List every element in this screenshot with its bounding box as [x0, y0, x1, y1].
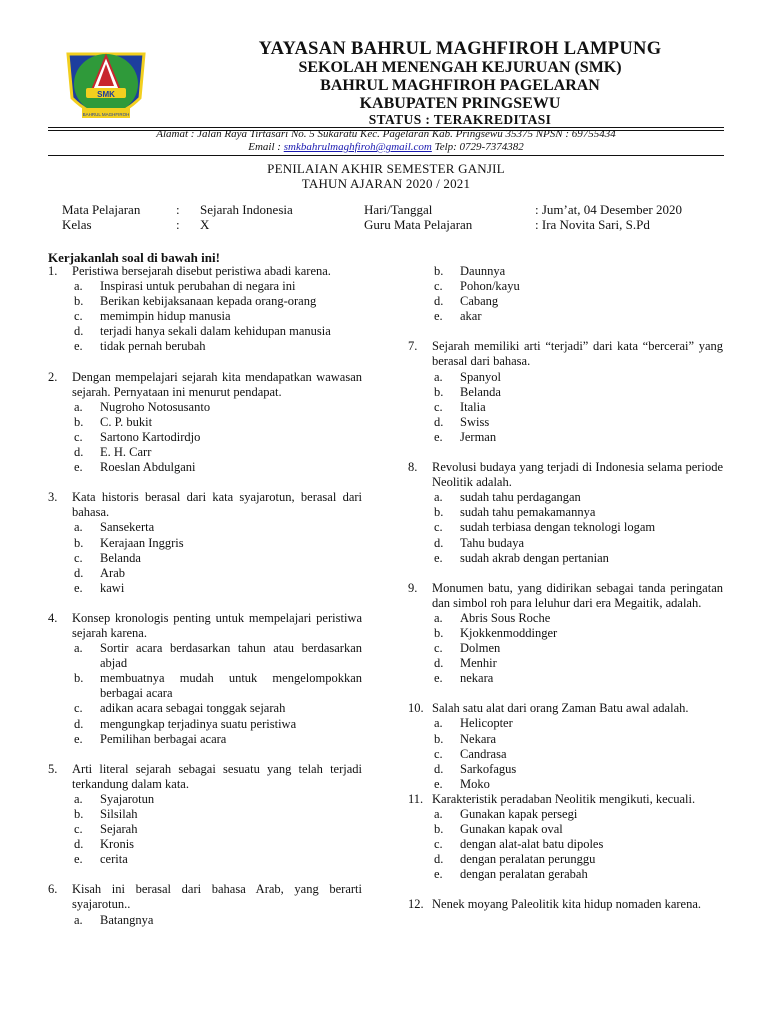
answer-option — [408, 762, 723, 777]
question — [48, 882, 362, 927]
foundation-name: YAYASAN BAHRUL MAGHFIROH LAMPUNG — [258, 39, 662, 59]
class-colon: : — [176, 217, 180, 232]
option-letter: e. — [434, 867, 443, 882]
answer-option — [48, 566, 362, 581]
option-text: Inspirasi untuk perubahan di negara ini — [100, 279, 296, 294]
question-text: Monumen batu, yang didirikan sebagai tanda peringatan dan simbol roh para leluhur dari era Megaitik, adalah. — [432, 580, 723, 610]
answer-options — [48, 641, 362, 747]
answer-option — [408, 747, 723, 762]
answer-option — [48, 324, 362, 339]
phone: Telp: 0729-7374382 — [431, 141, 524, 153]
option-letter: a. — [434, 807, 443, 821]
option-letter: e. — [74, 852, 83, 867]
option-text: Kerajaan Inggris — [100, 535, 184, 550]
option-text: Gunakan kapak oval — [460, 822, 563, 837]
day-label: Hari/Tanggal — [364, 202, 433, 217]
option-letter: c. — [434, 279, 443, 294]
answer-option — [48, 445, 362, 460]
teacher-label: Guru Mata Pelajaran — [364, 217, 473, 232]
subject-value: Sejarah Indonesia — [200, 202, 293, 217]
subject-label: Mata Pelajaran — [62, 202, 141, 217]
option-text: Berikan kebijaksanaan kepada orang-orang — [100, 294, 317, 309]
option-letter: e. — [74, 460, 83, 475]
answer-options — [48, 279, 362, 354]
question-text: Kata historis berasal dari kata syajarotun, berasal dari bahasa. — [72, 490, 362, 520]
answer-option — [48, 792, 362, 807]
option-text: memimpin hidup manusia — [100, 309, 231, 324]
option-text: Syajarotun — [100, 791, 155, 806]
option-letter: a. — [434, 610, 443, 625]
question-stem — [408, 897, 723, 912]
school-address: Alamat : Jalan Raya Tirtasari No. 5 Sukaratu Kec. Pagelaran Kab. Pringsewu 35375 NPSN : 69755434 — [156, 128, 616, 140]
option-letter: b. — [434, 625, 444, 640]
option-letter: e. — [74, 580, 83, 595]
option-text: sudah tahu perdagangan — [460, 490, 581, 505]
option-text: mengungkap terjadinya suatu peristiwa — [100, 716, 297, 731]
answer-option — [408, 279, 723, 294]
answer-options — [408, 716, 723, 791]
logo-text: SMK — [97, 90, 115, 99]
option-text: Dolmen — [460, 641, 501, 656]
question-stem — [48, 370, 362, 400]
question-number: 7. — [408, 339, 418, 354]
option-text: Gunakan kapak persegi — [460, 807, 578, 821]
logo-caption: BAHRUL MAGHFIROH — [82, 112, 130, 117]
option-letter: d. — [434, 656, 444, 671]
option-letter: e. — [434, 671, 443, 686]
answer-option — [48, 294, 362, 309]
answer-option — [408, 490, 723, 505]
option-text: Daunnya — [460, 264, 506, 278]
option-text: Swiss — [460, 414, 490, 429]
question-number: 3. — [48, 490, 58, 505]
answer-option — [408, 294, 723, 309]
option-text: Sarkofagus — [460, 761, 517, 776]
option-letter: c. — [74, 701, 83, 716]
question — [48, 370, 362, 476]
question — [408, 897, 723, 912]
option-letter: c. — [74, 429, 83, 444]
option-letter: a. — [74, 641, 83, 656]
exam-title: PENILAIAN AKHIR SEMESTER GANJIL — [267, 161, 505, 176]
answer-option — [408, 641, 723, 656]
option-letter: a. — [434, 716, 443, 731]
question — [408, 460, 723, 566]
answer-option — [48, 400, 362, 415]
question — [48, 490, 362, 596]
option-letter: b. — [434, 264, 444, 278]
subject-colon: : — [176, 202, 180, 217]
question-number: 12. — [408, 897, 424, 912]
option-letter: a. — [434, 490, 443, 505]
option-letter: b. — [434, 822, 444, 837]
answer-option — [408, 867, 723, 882]
option-letter: b. — [74, 807, 84, 821]
option-letter: d. — [74, 324, 84, 339]
answer-option — [48, 852, 362, 867]
option-text: Sejarah — [100, 822, 138, 837]
option-letter: c. — [434, 520, 443, 535]
option-letter: b. — [434, 384, 444, 399]
question-stem — [408, 581, 723, 611]
option-text: Menhir — [460, 656, 497, 671]
question-text: Peristiwa bersejarah disebut peristiwa abadi karena. — [72, 264, 331, 278]
answer-options — [48, 792, 362, 867]
answer-option — [408, 370, 723, 385]
option-text: Belanda — [460, 384, 501, 399]
option-text: Spanyol — [460, 369, 501, 384]
school-logo — [60, 46, 152, 124]
option-text: dengan alat-alat batu dipoles — [460, 837, 604, 852]
option-letter: d. — [74, 716, 84, 731]
option-letter: b. — [74, 671, 84, 686]
question-stem — [48, 490, 362, 520]
question-stem — [408, 460, 723, 490]
option-text: Tahu budaya — [460, 535, 525, 550]
option-letter: a. — [434, 369, 443, 384]
option-text: Roeslan Abdulgani — [100, 460, 196, 475]
option-text: cerita — [100, 852, 128, 867]
question — [408, 581, 723, 687]
answer-options — [408, 490, 723, 565]
option-text: sudah akrab dengan pertanian — [460, 550, 609, 565]
question-number: 5. — [48, 761, 58, 776]
option-letter: b. — [74, 414, 84, 429]
option-text: Nekara — [460, 731, 497, 746]
option-letter: e. — [434, 776, 443, 791]
question — [408, 701, 723, 792]
question-number: 1. — [48, 264, 58, 278]
option-letter: b. — [434, 505, 444, 520]
option-text: Moko — [460, 776, 490, 791]
option-letter: c. — [434, 399, 443, 414]
answer-option — [48, 536, 362, 551]
answer-option — [48, 822, 362, 837]
answer-option — [48, 309, 362, 324]
answer-option — [48, 837, 362, 852]
option-letter: b. — [74, 294, 84, 309]
answer-option — [408, 822, 723, 837]
answer-option — [408, 611, 723, 626]
question-stem — [408, 339, 723, 369]
answer-option — [408, 837, 723, 852]
question-text: Salah satu alat dari orang Zaman Batu awal adalah. — [432, 701, 689, 716]
option-text: Kronis — [100, 837, 135, 852]
question-text: Dengan mempelajari sejarah kita mendapatkan wawasan sejarah. Pernyataan ini menurut pendapat. — [72, 369, 362, 399]
option-text: Cabang — [460, 294, 499, 309]
question-number: 9. — [408, 580, 418, 595]
option-letter: c. — [434, 641, 443, 656]
school-contact — [48, 141, 724, 153]
questions-left-column — [48, 264, 362, 928]
option-letter: b. — [74, 535, 84, 550]
school-name: BAHRUL MAGHFIROH PAGELARAN — [320, 77, 600, 94]
teacher-value: : Ira Novita Sari, S.Pd — [535, 217, 650, 232]
option-letter: d. — [434, 852, 444, 867]
option-letter: a. — [74, 520, 83, 535]
answer-option — [48, 581, 362, 596]
answer-option — [408, 626, 723, 641]
option-text: kawi — [100, 580, 125, 595]
option-letter: d. — [74, 565, 84, 580]
option-letter: d. — [434, 535, 444, 550]
option-letter: e. — [74, 339, 83, 354]
question — [48, 611, 362, 747]
option-letter: e. — [434, 309, 443, 324]
question — [408, 792, 723, 883]
option-text: Pohon/kayu — [460, 279, 520, 294]
answer-option — [48, 641, 362, 671]
option-text: Silsilah — [100, 807, 138, 821]
question-text: Arti literal sejarah sebagai sesuatu yang telah terjadi terkandung dalam kata. — [72, 761, 362, 791]
option-text: dengan peralatan gerabah — [460, 867, 588, 882]
option-letter: d. — [434, 414, 444, 429]
email-link[interactable]: smkbahrulmaghfiroh@gmail.com — [283, 141, 432, 153]
question-stem — [408, 701, 723, 716]
answer-option — [408, 536, 723, 551]
answer-option — [408, 520, 723, 535]
answer-option — [48, 339, 362, 354]
option-text: Batangnya — [100, 912, 154, 927]
question-number: 8. — [408, 460, 418, 475]
option-letter: b. — [434, 731, 444, 746]
question-text: Nenek moyang Paleolitik kita hidup nomaden karena. — [432, 897, 702, 912]
option-text: Nugroho Notosusanto — [100, 399, 211, 414]
option-letter: c. — [74, 309, 83, 324]
option-text: terjadi hanya sekali dalam kehidupan manusia — [100, 324, 331, 339]
option-letter: e. — [434, 550, 443, 565]
question-stem — [48, 264, 362, 279]
question-text: Konsep kronologis penting untuk mempelajari peristiwa sejarah karena. — [72, 610, 362, 640]
regency-name: KABUPATEN PRINGSEWU — [359, 95, 561, 112]
option-text: Sortir acara berdasarkan tahun atau berdasarkan abjad — [100, 641, 362, 671]
question-stem — [408, 792, 723, 807]
option-letter: c. — [434, 746, 443, 761]
answer-option — [408, 264, 723, 279]
answer-option — [48, 717, 362, 732]
answer-option — [408, 309, 723, 324]
question-number: 4. — [48, 610, 58, 625]
option-letter: d. — [74, 837, 84, 852]
option-letter: c. — [74, 550, 83, 565]
class-value: X — [200, 217, 210, 232]
option-text: Arab — [100, 565, 125, 580]
option-text: tidak pernah berubah — [100, 339, 206, 354]
option-letter: d. — [434, 294, 444, 309]
answer-option — [408, 656, 723, 671]
answer-option — [408, 551, 723, 566]
option-text: Pemilihan berbagai acara — [100, 731, 227, 746]
answer-options — [408, 807, 723, 882]
question-text: Kisah ini berasal dari bahasa Arab, yang berarti syajarotun.. — [72, 882, 362, 912]
answer-options — [408, 264, 723, 324]
answer-options — [48, 400, 362, 475]
email-label: Email : — [248, 141, 284, 153]
answer-option — [408, 777, 723, 792]
answer-options — [48, 520, 362, 595]
accreditation-status: STATUS : TERAKREDITASI — [368, 112, 552, 127]
option-letter: a. — [74, 399, 83, 414]
option-letter: a. — [74, 912, 83, 927]
answer-option — [48, 415, 362, 430]
question-continued — [408, 264, 723, 324]
option-text: Belanda — [100, 550, 141, 565]
question — [48, 762, 362, 868]
answer-option — [48, 701, 362, 716]
option-letter: d. — [434, 761, 444, 776]
answer-option — [408, 430, 723, 445]
answer-option — [48, 913, 362, 928]
answer-options — [408, 370, 723, 445]
answer-option — [408, 415, 723, 430]
answer-option — [408, 732, 723, 747]
answer-option — [408, 716, 723, 731]
option-text: Abris Sous Roche — [460, 610, 551, 625]
answer-option — [48, 520, 362, 535]
question-stem — [48, 611, 362, 641]
option-text: adikan acara sebagai tonggak sejarah — [100, 701, 286, 716]
answer-options — [408, 611, 723, 686]
question-number: 11. — [408, 791, 424, 806]
option-text: Sartono Kartodirdjo — [100, 429, 201, 444]
option-letter: c. — [434, 837, 443, 852]
option-letter: e. — [74, 731, 83, 746]
option-text: membuatnya mudah untuk mengelompokkan berbagai acara — [100, 671, 362, 701]
option-text: akar — [460, 309, 482, 324]
question-stem — [48, 762, 362, 792]
option-text: sudah tahu pemakamannya — [460, 505, 596, 520]
option-letter: e. — [434, 429, 443, 444]
answer-option — [48, 551, 362, 566]
instruction: Kerjakanlah soal di bawah ini! — [48, 250, 220, 265]
option-text: Helicopter — [460, 716, 513, 731]
option-text: nekara — [460, 671, 494, 686]
option-text: Sansekerta — [100, 520, 155, 535]
option-text: sudah terbiasa dengan teknologi logam — [460, 520, 656, 535]
option-text: E. H. Carr — [100, 445, 152, 460]
answer-option — [408, 671, 723, 686]
question-text: Sejarah memiliki arti “terjadi” dari kata “bercerai” yang berasal dari bahasa. — [432, 339, 723, 369]
option-text: dengan peralatan perunggu — [460, 852, 596, 867]
answer-option — [408, 400, 723, 415]
question — [408, 339, 723, 445]
answer-option — [408, 852, 723, 867]
answer-option — [48, 430, 362, 445]
question-text: Karakteristik peradaban Neolitik mengikuti, kecuali. — [432, 791, 696, 806]
question — [48, 264, 362, 355]
answer-option — [408, 807, 723, 822]
answer-option — [48, 671, 362, 701]
option-text: Candrasa — [460, 746, 507, 761]
option-letter: c. — [74, 822, 83, 837]
option-text: Italia — [460, 399, 486, 414]
option-letter: a. — [74, 279, 83, 294]
school-type: SEKOLAH MENENGAH KEJURUAN (SMK) — [298, 59, 622, 76]
option-text: C. P. bukit — [100, 414, 153, 429]
exam-year: TAHUN AJARAN 2020 / 2021 — [301, 176, 471, 191]
answer-option — [48, 807, 362, 822]
option-letter: d. — [74, 445, 84, 460]
header-rule-lower — [48, 155, 724, 156]
question-text: Revolusi budaya yang terjadi di Indonesia selama periode Neolitik adalah. — [432, 460, 723, 490]
question-stem — [48, 882, 362, 912]
answer-option — [408, 385, 723, 400]
answer-options — [48, 913, 362, 928]
questions-right-column — [408, 264, 723, 913]
class-label: Kelas — [62, 217, 92, 232]
day-value: : Jum’at, 04 Desember 2020 — [535, 202, 682, 217]
option-text: Kjokkenmoddinger — [460, 625, 558, 640]
answer-option — [48, 279, 362, 294]
question-number: 10. — [408, 701, 424, 716]
question-number: 2. — [48, 369, 58, 384]
question-number: 6. — [48, 882, 58, 897]
option-text: Jerman — [460, 429, 497, 444]
answer-option — [48, 732, 362, 747]
answer-option — [408, 505, 723, 520]
option-letter: a. — [74, 791, 83, 806]
answer-option — [48, 460, 362, 475]
